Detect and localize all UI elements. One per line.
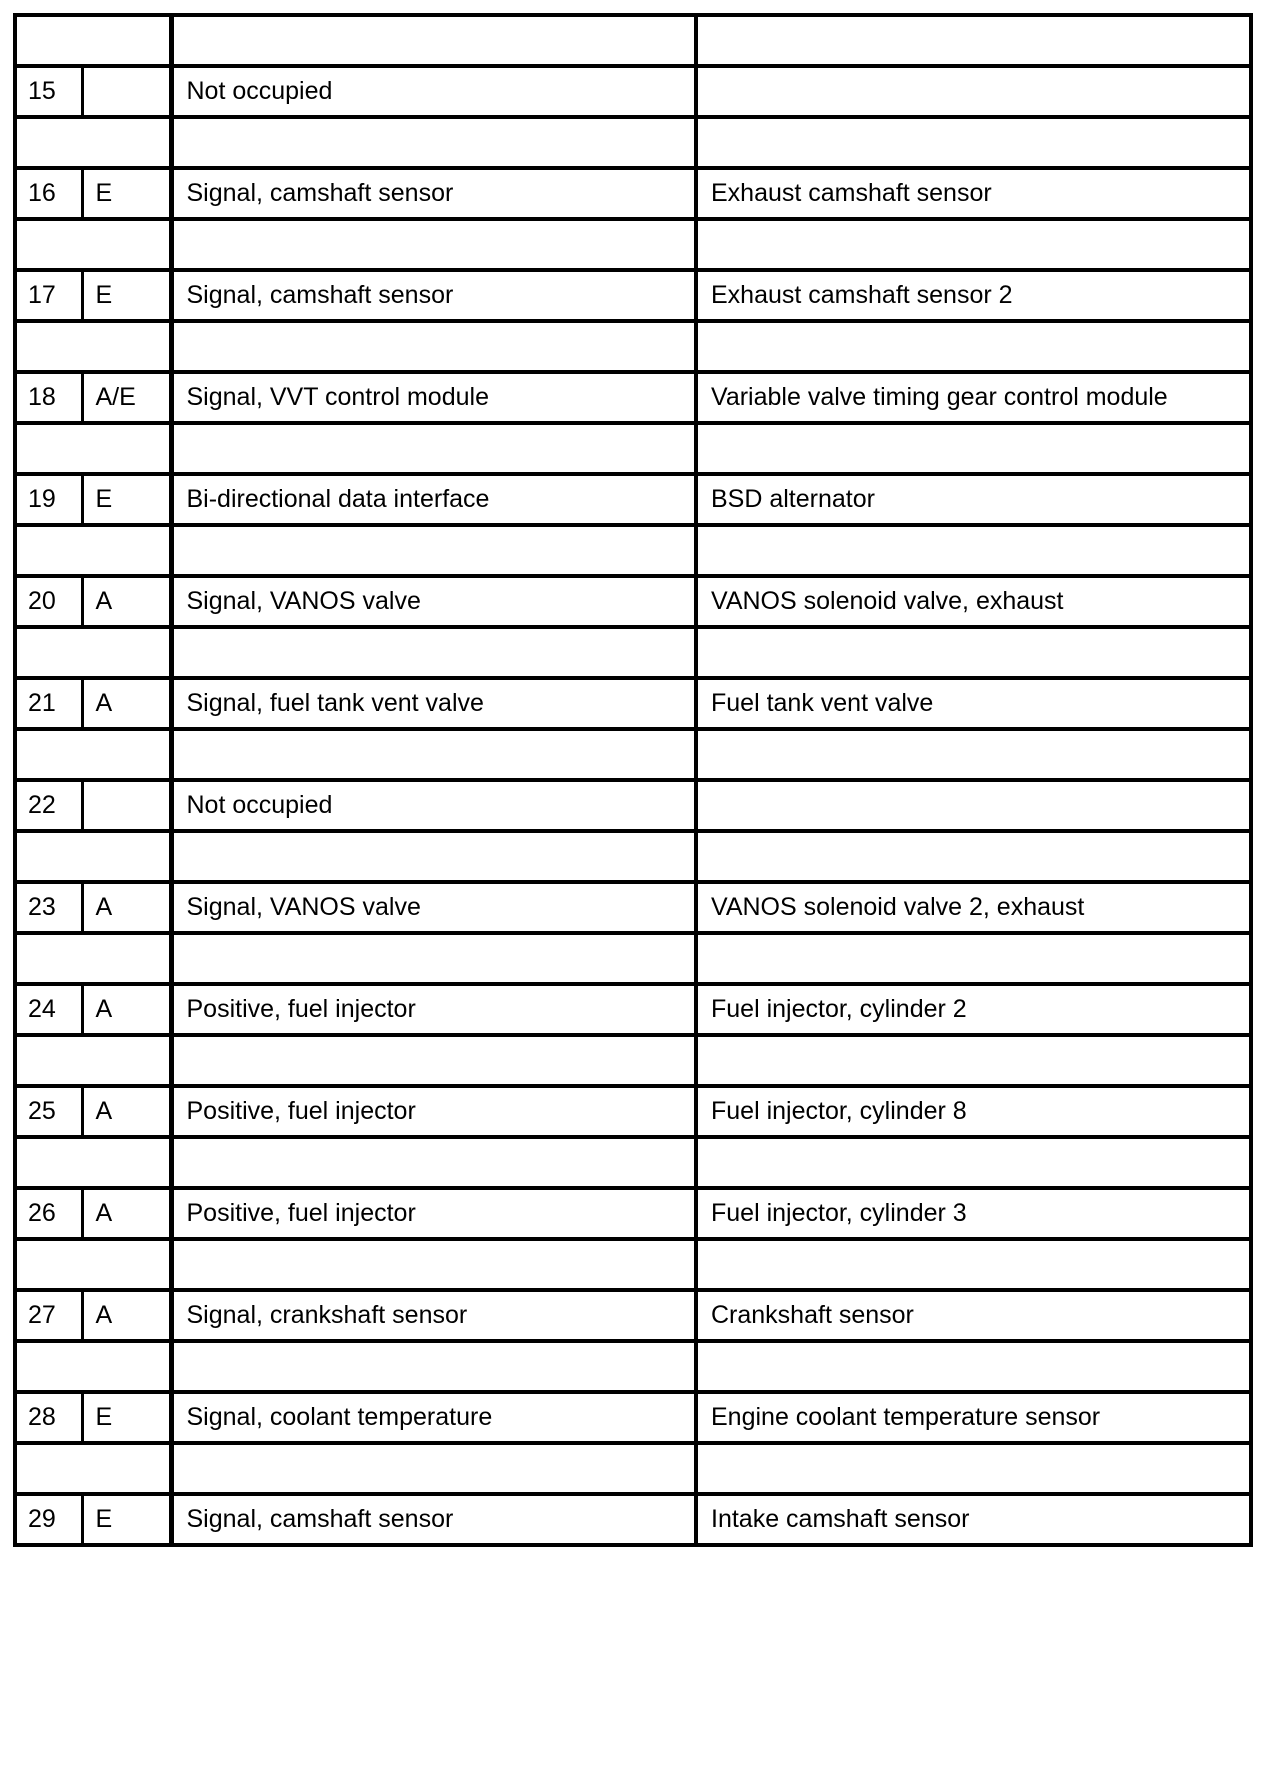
spacer-cell: [15, 831, 171, 882]
pin-type: E: [82, 270, 171, 321]
pin-number: 20: [15, 576, 82, 627]
pin-connection: Fuel injector, cylinder 2: [696, 984, 1251, 1035]
pin-assignment-table: [13, 13, 1253, 1547]
pin-description: Signal, coolant temperature: [171, 1392, 696, 1443]
pin-number: 22: [15, 780, 82, 831]
table-header-row: [15, 15, 1251, 66]
pin-description: Positive, fuel injector: [171, 984, 696, 1035]
table-row: [15, 1086, 1251, 1137]
spacer-row: [15, 423, 1251, 474]
table-row: [15, 678, 1251, 729]
pin-description: Signal, crankshaft sensor: [171, 1290, 696, 1341]
pin-connection: Engine coolant temperature sensor: [696, 1392, 1251, 1443]
spacer-cell: [15, 1341, 171, 1392]
pin-type: A: [82, 1086, 171, 1137]
spacer-cell: [696, 1239, 1251, 1290]
pin-connection: BSD alternator: [696, 474, 1251, 525]
pin-description: Not occupied: [171, 66, 696, 117]
table-row: [15, 474, 1251, 525]
pin-description: Positive, fuel injector: [171, 1086, 696, 1137]
spacer-cell: [696, 1137, 1251, 1188]
spacer-row: [15, 1341, 1251, 1392]
spacer-cell: [15, 117, 171, 168]
spacer-cell: [171, 1443, 696, 1494]
pin-description: Not occupied: [171, 780, 696, 831]
pin-description: Signal, VANOS valve: [171, 576, 696, 627]
spacer-cell: [15, 627, 171, 678]
pin-type: A: [82, 984, 171, 1035]
pin-connection: Exhaust camshaft sensor: [696, 168, 1251, 219]
pin-type: A/E: [82, 372, 171, 423]
pin-type: A: [82, 576, 171, 627]
spacer-cell: [696, 831, 1251, 882]
pin-type: A: [82, 678, 171, 729]
spacer-row: [15, 1443, 1251, 1494]
spacer-cell: [171, 321, 696, 372]
pin-number: 19: [15, 474, 82, 525]
spacer-cell: [696, 423, 1251, 474]
spacer-cell: [171, 627, 696, 678]
pin-description: Signal, camshaft sensor: [171, 1494, 696, 1545]
pin-connection: [696, 66, 1251, 117]
table-row: [15, 1290, 1251, 1341]
spacer-cell: [15, 525, 171, 576]
spacer-cell: [696, 1443, 1251, 1494]
spacer-row: [15, 729, 1251, 780]
spacer-cell: [696, 729, 1251, 780]
pin-description: Signal, camshaft sensor: [171, 168, 696, 219]
pin-number: 16: [15, 168, 82, 219]
pin-connection: Exhaust camshaft sensor 2: [696, 270, 1251, 321]
spacer-row: [15, 1239, 1251, 1290]
spacer-cell: [171, 1035, 696, 1086]
pin-connection: Fuel injector, cylinder 3: [696, 1188, 1251, 1239]
header-cell-description: [171, 15, 696, 66]
pin-connection: VANOS solenoid valve 2, exhaust: [696, 882, 1251, 933]
pin-connection: Fuel injector, cylinder 8: [696, 1086, 1251, 1137]
table-row: [15, 984, 1251, 1035]
spacer-row: [15, 117, 1251, 168]
pin-number: 28: [15, 1392, 82, 1443]
pin-type: E: [82, 1392, 171, 1443]
spacer-cell: [171, 831, 696, 882]
pin-number: 18: [15, 372, 82, 423]
pin-number: 24: [15, 984, 82, 1035]
spacer-cell: [15, 219, 171, 270]
pin-description: Positive, fuel injector: [171, 1188, 696, 1239]
header-cell-connection: [696, 15, 1251, 66]
pin-table-body: [15, 15, 1251, 1545]
spacer-cell: [171, 219, 696, 270]
spacer-cell: [696, 219, 1251, 270]
spacer-row: [15, 1137, 1251, 1188]
spacer-row: [15, 933, 1251, 984]
spacer-cell: [696, 321, 1251, 372]
pin-type: E: [82, 474, 171, 525]
spacer-cell: [15, 1035, 171, 1086]
pin-type: A: [82, 1188, 171, 1239]
pin-description: Bi-directional data interface: [171, 474, 696, 525]
table-row: [15, 270, 1251, 321]
spacer-cell: [171, 1341, 696, 1392]
pin-number: 26: [15, 1188, 82, 1239]
pin-type: A: [82, 1290, 171, 1341]
spacer-cell: [15, 1137, 171, 1188]
spacer-cell: [171, 423, 696, 474]
spacer-cell: [171, 117, 696, 168]
pin-number: 15: [15, 66, 82, 117]
pin-connection: Crankshaft sensor: [696, 1290, 1251, 1341]
header-cell-pin: [15, 15, 171, 66]
table-row: [15, 1392, 1251, 1443]
table-row: [15, 168, 1251, 219]
table-row: [15, 66, 1251, 117]
spacer-cell: [15, 321, 171, 372]
pin-type: [82, 780, 171, 831]
table-row: [15, 576, 1251, 627]
pin-number: 25: [15, 1086, 82, 1137]
pin-number: 17: [15, 270, 82, 321]
spacer-cell: [15, 423, 171, 474]
spacer-row: [15, 627, 1251, 678]
spacer-cell: [696, 1341, 1251, 1392]
pin-number: 29: [15, 1494, 82, 1545]
pin-description: Signal, VANOS valve: [171, 882, 696, 933]
spacer-cell: [15, 729, 171, 780]
table-row: [15, 882, 1251, 933]
spacer-row: [15, 219, 1251, 270]
table-row: [15, 1188, 1251, 1239]
spacer-cell: [171, 933, 696, 984]
spacer-cell: [171, 1239, 696, 1290]
table-row: [15, 372, 1251, 423]
spacer-row: [15, 831, 1251, 882]
spacer-cell: [696, 1035, 1251, 1086]
pin-description: Signal, fuel tank vent valve: [171, 678, 696, 729]
spacer-cell: [15, 933, 171, 984]
pin-number: 21: [15, 678, 82, 729]
spacer-cell: [696, 117, 1251, 168]
pin-number: 27: [15, 1290, 82, 1341]
table-row: [15, 780, 1251, 831]
spacer-cell: [696, 525, 1251, 576]
table-row: [15, 1494, 1251, 1545]
spacer-row: [15, 1035, 1251, 1086]
pin-description: Signal, VVT control module: [171, 372, 696, 423]
spacer-cell: [171, 729, 696, 780]
pin-connection: Intake camshaft sensor: [696, 1494, 1251, 1545]
spacer-cell: [696, 933, 1251, 984]
spacer-cell: [171, 1137, 696, 1188]
pin-type: E: [82, 168, 171, 219]
spacer-cell: [696, 627, 1251, 678]
pin-connection: VANOS solenoid valve, exhaust: [696, 576, 1251, 627]
spacer-row: [15, 525, 1251, 576]
spacer-row: [15, 321, 1251, 372]
spacer-cell: [15, 1443, 171, 1494]
spacer-cell: [15, 1239, 171, 1290]
pin-connection: Fuel tank vent valve: [696, 678, 1251, 729]
pin-connection: [696, 780, 1251, 831]
pin-description: Signal, camshaft sensor: [171, 270, 696, 321]
pin-number: 23: [15, 882, 82, 933]
spacer-cell: [171, 525, 696, 576]
pin-type: A: [82, 882, 171, 933]
pin-connection: Variable valve timing gear control module: [696, 372, 1251, 423]
pin-type: [82, 66, 171, 117]
pin-type: E: [82, 1494, 171, 1545]
